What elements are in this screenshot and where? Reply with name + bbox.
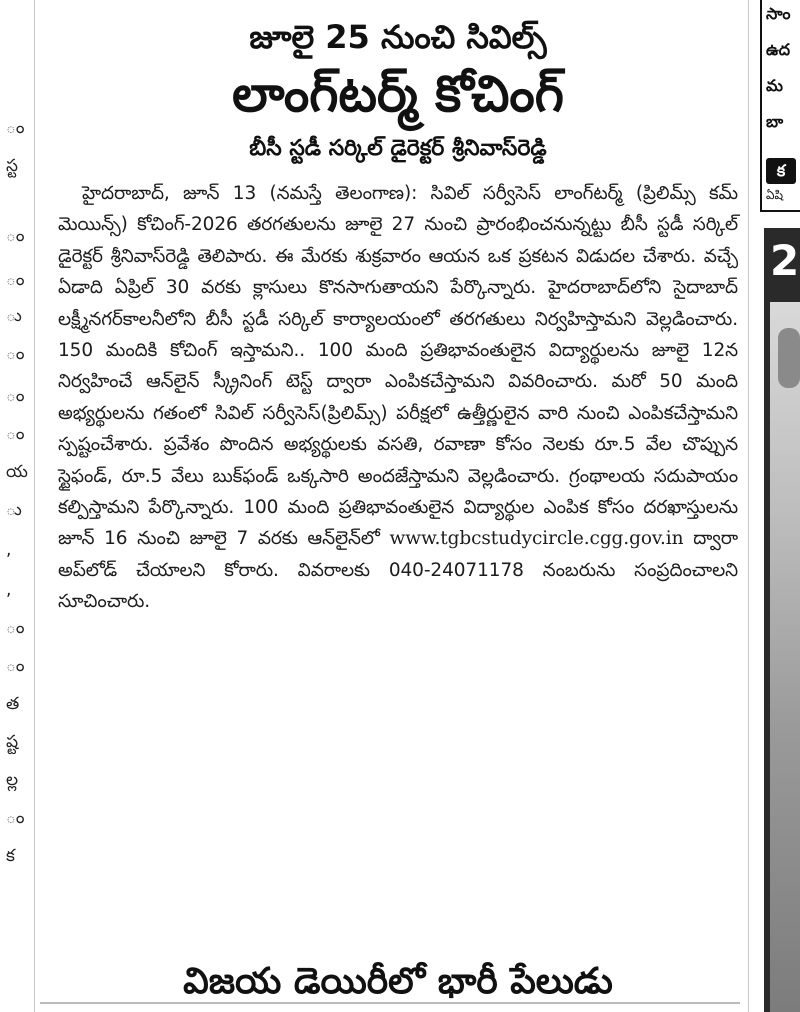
left-glyph: , — [6, 540, 12, 560]
left-glyph: ం — [6, 226, 25, 246]
left-glyph: ం — [6, 118, 25, 138]
article-byline: బీసీ స్టడీ సర్కిల్ డైరెక్టర్ శ్రీనివాస్‌రెడ్డి — [249, 136, 547, 161]
article-url: www.tgbcstudycircle.cgg.gov.in — [389, 528, 684, 550]
ad-caption: ఏషి — [766, 188, 784, 202]
left-glyph: క — [6, 846, 15, 866]
photo-image — [770, 302, 800, 1012]
article-body — [58, 178, 738, 618]
left-glyph: ు — [6, 306, 22, 326]
next-article-headline: విజయ డెయిరీలో భారీ పేలుడు — [183, 961, 613, 1002]
article-headline: లాంగ్‌టర్మ్ కోచింగ్ — [232, 65, 564, 123]
left-glyph: ం — [6, 344, 25, 364]
left-glyph: , — [6, 580, 12, 600]
section-divider — [40, 1002, 740, 1004]
news-article — [58, 14, 738, 618]
ad-text-line: బా — [766, 112, 784, 131]
photo-figure — [778, 328, 800, 388]
column-divider — [34, 0, 35, 1012]
article-body-text: ద్వారా అప్‌లోడ్ చేయాలని కోరారు. వివరాలకు 040-24071178 నంబరును సంప్రదించాలని సూచించారు. — [58, 528, 738, 613]
left-glyph: ం — [6, 424, 25, 444]
panel-number: 2 — [770, 236, 800, 285]
column-divider — [748, 0, 749, 1012]
left-glyph: ం — [6, 386, 25, 406]
ad-text-line: ఉద — [766, 40, 791, 59]
article-body-text: హైదరాబాద్, జూన్ 13 (నమస్తే తెలంగాణ): సివిల్ సర్వీసెస్ లాంగ్‌టర్మ్ (ప్రిలిమ్స్ కమ్ మెయిన్స్) కోచింగ్-2026 తరగతులను జూలై 27 నుంచి ప్రారంభించనున్నట్టు బీసీ స్టడీ సర్కిల్ డైరెక్టర్ శ్రీనివాస్‌రెడ్డి తెలిపారు. ఈ మేరకు శుక్రవారం ఆయన ఒక ప్రకటన విడుదల చేశారు. వచ్చే ఏడాది ఏప్రిల్ 30 వరకు క్లాసులు కొనసాగుతాయని పేర్కొన్నారు. హైదరాబాద్‌లోని సైదాబాద్ లక్ష్మీనగర్‌కాలనీలోని బీసీ స్టడీ సర్కిల్ కార్యాలయంలో తరగతులు నిర్వహిస్తామని వెల్లడించారు. 150 మందికి కోచింగ్ ఇస్తామని.. 100 మంది ప్రతిభావంతులైన విద్యార్థులను జూలై 12న నిర్వహించే ఆన్‌లైన్ స్క్రీనింగ్ టెస్ట్ ద్వారా ఎంపికచేస్తామని వివరించారు. మరో 50 మంది అభ్యర్థులను గతంలో సివిల్ సర్వీసెస్(ప్రిలిమ్స్) పరీక్షలో ఉత్తీర్ణులైన వారి నుంచి ఎంపికచేస్తామని స్పష్టంచేశారు. ప్రవేశం పొందిన అభ్యర్థులకు వసతి, రవాణా కోసం నెలకు రూ.5 వేల చొప్పున స్టైఫండ్, రూ.5 వేలు బుక్‌ఫండ్ ఒక్కసారి అందజేస్తామని వెల్లడించారు. గ్రంథాలయ సదుపాయం కల్పిస్తామని పేర్కొన్నారు. 100 మంది ప్రతిభావంతులైన విద్యార్థుల ఎంపిక కోసం దరఖాస్తులను జూన్ 16 నుంచి జూలై 7 వరకు ఆన్‌లైన్‌లో — [58, 183, 738, 550]
left-glyph: ం — [6, 656, 25, 676]
left-glyph: స్ట — [6, 156, 18, 176]
left-glyph: య — [6, 462, 28, 482]
left-glyph: ం — [6, 808, 25, 828]
left-glyph: త — [6, 694, 20, 714]
left-glyph: ల్ల — [6, 770, 19, 790]
right-adjacent-photo-panel — [764, 228, 800, 1012]
left-adjacent-column — [0, 0, 26, 1012]
left-glyph: ు — [6, 500, 22, 520]
left-glyph: ం — [6, 270, 25, 290]
left-glyph: ష్ట — [6, 732, 19, 752]
ad-badge: క — [766, 158, 796, 184]
article-kicker: జూలై 25 నుంచి సివిల్స్ — [249, 18, 547, 56]
ad-text-line: సాం — [766, 4, 791, 23]
left-glyph: ం — [6, 618, 25, 638]
right-adjacent-ad — [760, 0, 800, 212]
ad-text-line: మ — [766, 76, 783, 95]
